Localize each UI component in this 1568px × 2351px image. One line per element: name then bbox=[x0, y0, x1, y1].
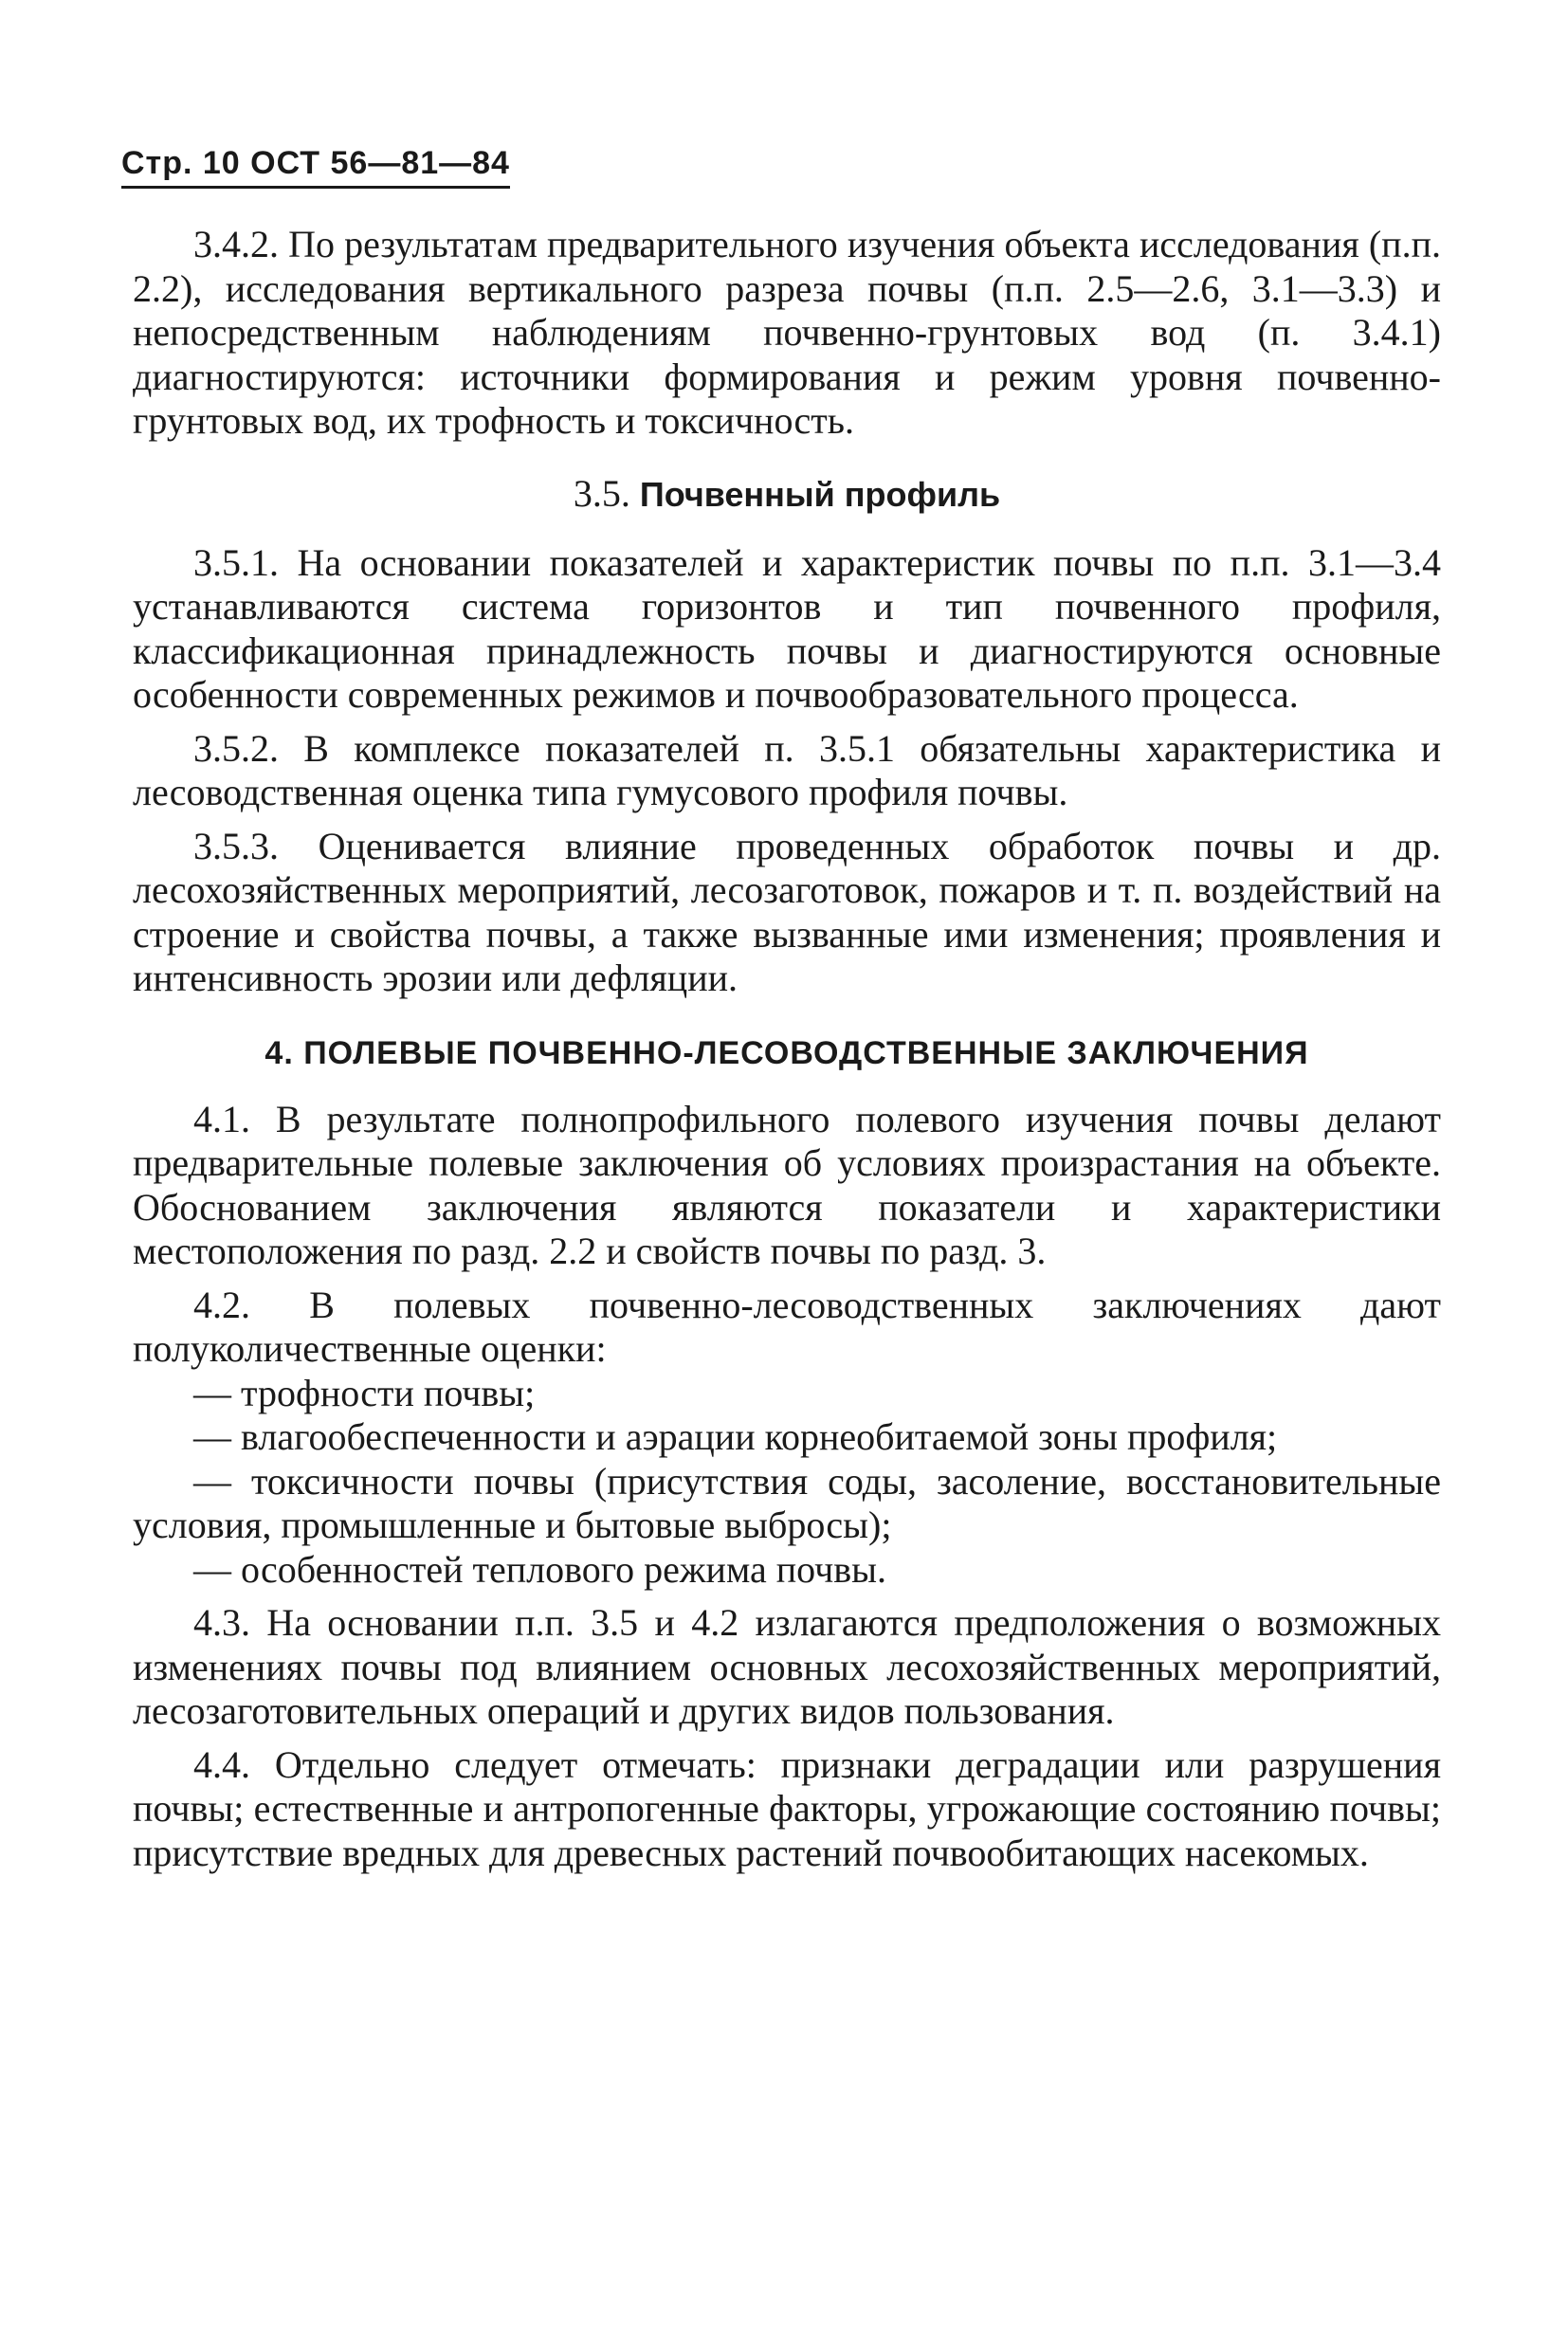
section-heading-4: 4. ПОЛЕВЫЕ ПОЧВЕННО-ЛЕСОВОДСТВЕННЫЕ ЗАКЛЮЧЕНИЯ bbox=[264, 1034, 1309, 1071]
list-item: — трофности почвы; bbox=[193, 1371, 536, 1414]
paragraph-3-5-2: 3.5.2. В комплексе показателей п. 3.5.1 обязательны характеристика и лесоводственная оценка типа гумусового профиля почвы. bbox=[133, 726, 1441, 813]
list-item: — токсичности почвы (присутствия соды, засоление, восстановительные условия, промышленные и бытовые выбросы); bbox=[133, 1459, 1441, 1546]
list-item: — особенностей теплового режима почвы. bbox=[193, 1547, 886, 1591]
list-item: — влагообеспеченности и аэрации корнеобитаемой зоны профиля; bbox=[193, 1415, 1278, 1458]
list-4-2 bbox=[133, 1372, 1441, 1593]
running-header: Стр. 10 ОСТ 56—81—84 bbox=[121, 144, 510, 189]
page-body bbox=[133, 223, 1441, 1875]
subsection-title: Почвенный профиль bbox=[639, 474, 1001, 514]
paragraph-3-5-1: 3.5.1. На основании показателей и характеристик почвы по п.п. 3.1—3.4 устанавливаются система горизонтов и тип почвенного профиля, классификационная принадлежность почвы и диагностируются основные особенности современных режимов и почвообразовательного процесса. bbox=[133, 540, 1441, 716]
paragraph-3-5-3: 3.5.3. Оценивается влияние проведенных обработок почвы и др. лесохозяйственных мероприятий, лесозаготовок, пожаров и т. п. воздействий на строение и свойства почвы, а также вызванные ими изменения; проявления и интенсивность эрозии или дефляции. bbox=[133, 824, 1441, 999]
subsection-number: 3.5. bbox=[573, 471, 630, 515]
paragraph-4-1: 4.1. В результате полнопрофильного полевого изучения почвы делают предварительные полевые заключения об условиях произрастания на объекте. Обоснованием заключения являются показатели и характеристики местоположения по разд. 2.2 и свойств почвы по разд. 3. bbox=[133, 1097, 1441, 1272]
subsection-heading-3-5 bbox=[133, 472, 1441, 517]
paragraph-4-4: 4.4. Отдельно следует отмечать: признаки деградации или разрушения почвы; естественные и антропогенные факторы, угрожающие состоянию почвы; присутствие вредных для древесных растений почвообитающих насекомых. bbox=[133, 1742, 1441, 1874]
paragraph-3-4-2: 3.4.2. По результатам предварительного изучения объекта исследования (п.п. 2.2), исследования вертикального разреза почвы (п.п. 2.5—2.6, 3.1—3.3) и непосредственным наблюдениям почвенно-грунтовых вод (п. 3.4.1) диагностируются: источники формирования и режим уровня почвенно-грунтовых вод, их трофность и токсичность. bbox=[133, 223, 1441, 442]
paragraph-4-3: 4.3. На основании п.п. 3.5 и 4.2 излагаются предположения о возможных изменениях почвы под влиянием основных лесохозяйственных мероприятий, лесозаготовительных операций и других видов пользования. bbox=[133, 1601, 1441, 1732]
paragraph-4-2: 4.2. В полевых почвенно-лесоводственных заключениях дают полуколичественные оценки: bbox=[133, 1283, 1441, 1370]
